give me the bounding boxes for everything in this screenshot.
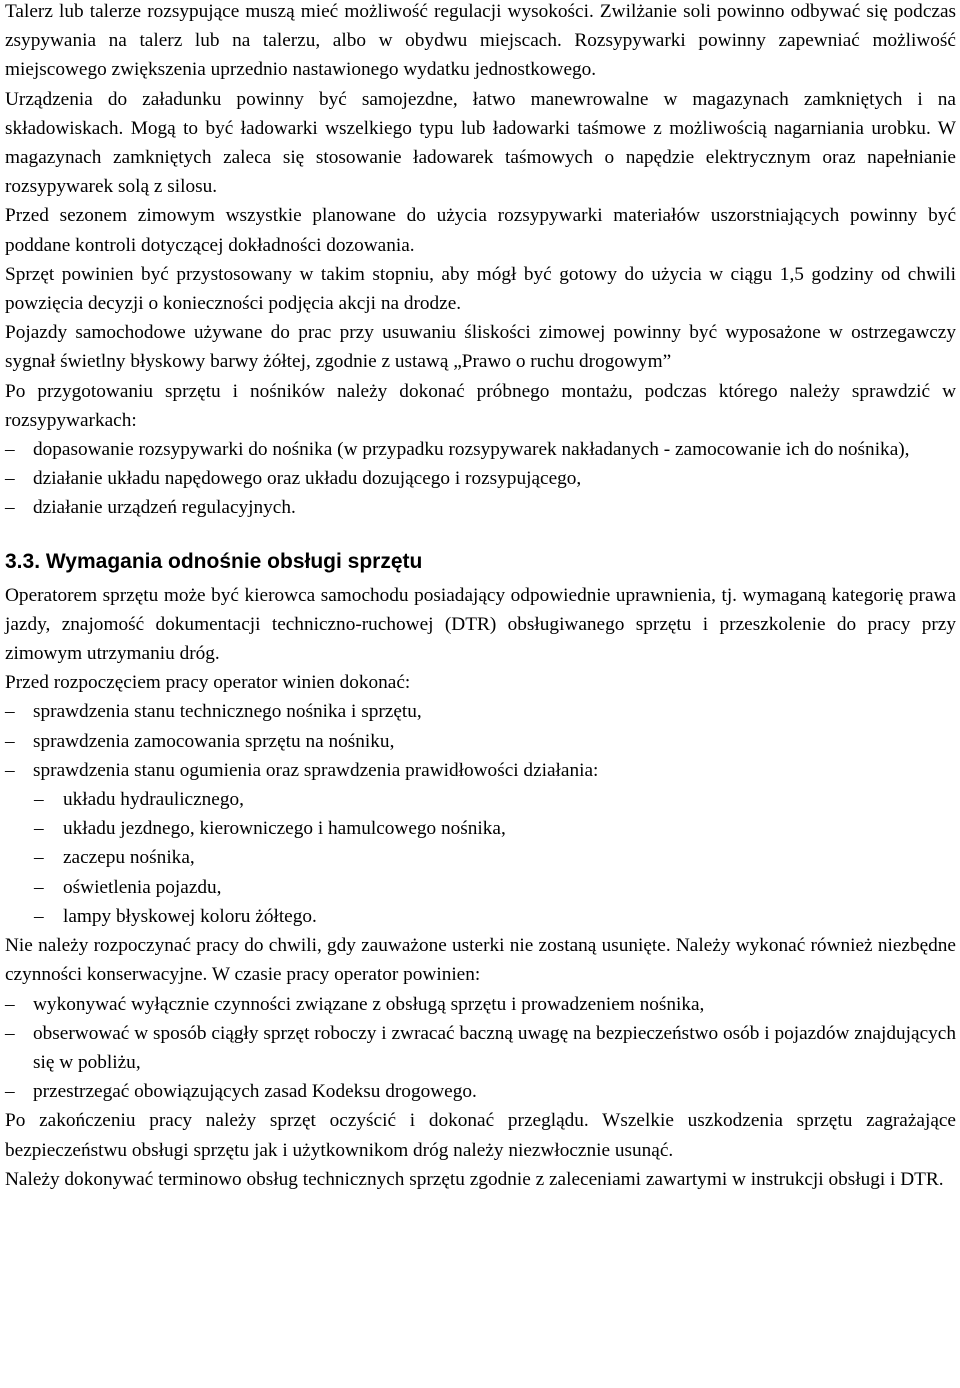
section-heading: 3.3. Wymagania odnośnie obsługi sprzętu bbox=[5, 549, 423, 573]
dash-bullet: – bbox=[5, 701, 15, 723]
dash-bullet: – bbox=[5, 468, 15, 490]
dash-bullet: – bbox=[34, 818, 44, 840]
list-item-text: sprawdzenia stanu technicznego nośnika i sprzętu, bbox=[33, 701, 422, 723]
dash-bullet: – bbox=[5, 1081, 15, 1103]
list-item-text: sprawdzenia zamocowania sprzętu na nośniku, bbox=[33, 730, 395, 752]
paragraph-talerze: Talerz lub talerze rozsypujące muszą mieć możliwość regulacji wysokości. Zwilżanie soli powinno odbywać się podczas zsypywania na talerz lub na talerzu, albo w obydwu miejscach. Rozsypywarki powinny zapewniać możliwość miejscowego zwiększenia uprzednio nastawionego wydatku jednostkowego. bbox=[5, 1, 956, 81]
dash-bullet: – bbox=[34, 905, 44, 927]
list-item-text: zaczepu nośnika, bbox=[63, 847, 195, 869]
list-w-czasie-pracy bbox=[5, 990, 956, 1107]
list-item bbox=[5, 990, 956, 1019]
list-item-text: lampy błyskowej koloru żółtego. bbox=[63, 905, 317, 927]
sub-list-item bbox=[5, 843, 956, 872]
sub-list-item bbox=[5, 785, 956, 814]
paragraph-usterki: Nie należy rozpoczynać pracy do chwili, gdy zauważone usterki nie zostaną usunięte. Należy wykonać również niezbędne czynności konserwacyjne. W czasie pracy operator powinien: bbox=[5, 935, 956, 986]
list-montaz bbox=[5, 435, 956, 523]
paragraph-sezon-zimowy: Przed sezonem zimowym wszystkie planowane do użycia rozsypywarki materiałów uszorstniających powinny być poddane kontroli dotyczącej dokładności dozowania. bbox=[5, 205, 956, 256]
list-item-text: sprawdzenia stanu ogumienia oraz sprawdzenia prawidłowości działania: bbox=[33, 759, 599, 781]
list-item-text: układu hydraulicznego, bbox=[63, 789, 244, 811]
dash-bullet: – bbox=[34, 789, 44, 811]
dash-bullet: – bbox=[5, 730, 15, 752]
list-item-text: przestrzegać obowiązujących zasad Kodeksu drogowego. bbox=[33, 1081, 477, 1103]
sub-list-item bbox=[5, 902, 956, 931]
list-item bbox=[5, 1019, 956, 1077]
sub-list-item bbox=[5, 873, 956, 902]
list-item bbox=[5, 697, 956, 726]
list-item bbox=[5, 464, 956, 493]
paragraph-gotowosc: Sprzęt powinien być przystosowany w takim stopniu, aby mógł być gotowy do użycia w ciągu 1,5 godziny od chwili powzięcia decyzji o konieczności podjęcia akcji na drodze. bbox=[5, 263, 956, 315]
list-item bbox=[5, 493, 956, 522]
dash-bullet: – bbox=[34, 876, 44, 898]
list-item bbox=[5, 1077, 956, 1106]
paragraph-po-zakonczeniu: Po zakończeniu pracy należy sprzęt oczyścić i dokonać przeglądu. Wszelkie uszkodzenia sprzętu zagrażające bezpieczeństwu obsługi sprzętu jak i użytkownikom dróg należy niezwłocznie usunąć. bbox=[5, 1110, 956, 1161]
list-item bbox=[5, 435, 956, 464]
dash-bullet: – bbox=[5, 497, 15, 519]
list-item-text: oświetlenia pojazdu, bbox=[63, 876, 222, 898]
sub-list-item bbox=[5, 814, 956, 843]
paragraph-montaz: Po przygotowaniu sprzętu i nośników należy dokonać próbnego montażu, podczas którego należy sprawdzić w rozsypywarkach: bbox=[5, 380, 956, 431]
paragraph-przed-rozpoczeciem: Przed rozpoczęciem pracy operator winien dokonać: bbox=[5, 672, 411, 694]
paragraph-operator: Operatorem sprzętu może być kierowca samochodu posiadający odpowiednie uprawnienia, tj. wymaganą kategorię prawa jazdy, znajomość dokumentacji techniczno-ruchowej (DTR) obsługiwanego sprzętu i przeszkolenie do pracy przy zimowym utrzymaniu dróg. bbox=[5, 584, 956, 665]
list-item-text: obserwować w sposób ciągły sprzęt roboczy i zwracać baczną uwagę na bezpieczeństwo osób i pojazdów znajdujących się w pobliżu, bbox=[33, 1022, 956, 1073]
list-item-text: działanie urządzeń regulacyjnych. bbox=[33, 497, 296, 519]
dash-bullet: – bbox=[34, 847, 44, 869]
dash-bullet: – bbox=[5, 993, 15, 1015]
list-item-text: dopasowanie rozsypywarki do nośnika (w przypadku rozsypywarek nakładanych - zamocowanie ich do nośnika), bbox=[33, 439, 910, 461]
list-item bbox=[5, 727, 956, 756]
paragraph-pojazdy: Pojazdy samochodowe używane do prac przy usuwaniu śliskości zimowej powinny być wyposażone w ostrzegawczy sygnał świetlny błyskowy barwy żółtej, zgodnie z ustawą „Prawo o ruchu drogowym” bbox=[5, 322, 956, 373]
dash-bullet: – bbox=[5, 1022, 15, 1044]
document-page bbox=[5, 0, 956, 1194]
list-item-text: działanie układu napędowego oraz układu dozującego i rozsypującego, bbox=[33, 468, 582, 490]
list-item-text: wykonywać wyłącznie czynności związane z obsługą sprzętu i prowadzeniem nośnika, bbox=[33, 993, 705, 1015]
dash-bullet: – bbox=[5, 439, 15, 461]
paragraph-obslugi-techniczne: Należy dokonywać terminowo obsług technicznych sprzętu zgodnie z zaleceniami zawartymi w instrukcji obsługi i DTR. bbox=[5, 1168, 944, 1190]
list-item bbox=[5, 756, 956, 785]
paragraph-zaladunek: Urządzenia do załadunku powinny być samojezdne, łatwo manewrowalne w magazynach zamkniętych i na składowiskach. Mogą to być ładowarki wszelkiego typu lub ładowarki taśmowe z możliwością nagarniania urobku. W magazynach zamkniętych zaleca się stosowanie ładowarek taśmowych o napędzie elektrycznym oraz napełnianie rozsypywarek solą z silosu. bbox=[5, 88, 956, 198]
list-przed-rozpoczeciem bbox=[5, 697, 956, 931]
list-item-text: układu jezdnego, kierowniczego i hamulcowego nośnika, bbox=[63, 818, 506, 840]
dash-bullet: – bbox=[5, 759, 15, 781]
